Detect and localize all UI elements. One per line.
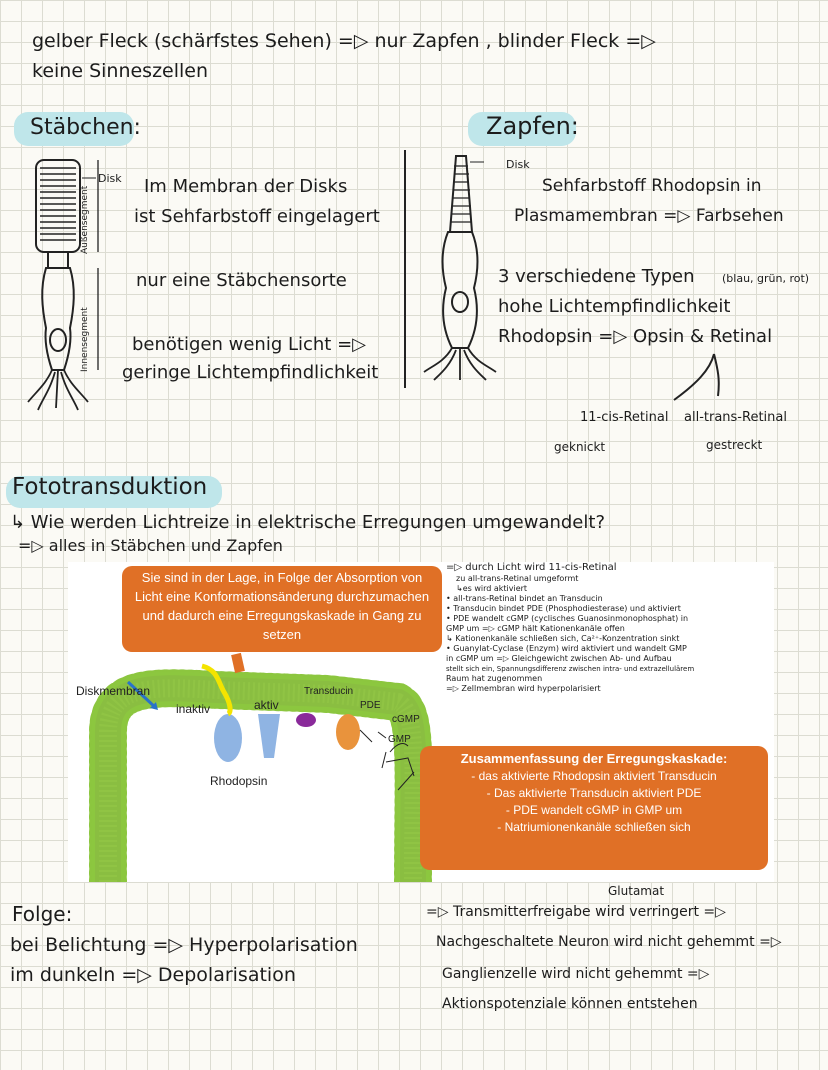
note-line: • all-trans-Retinal bindet an Transducin [446, 594, 603, 603]
cone-disk-label: Disk [506, 158, 530, 171]
rods-text-1b: ist Sehfarbstoff eingelagert [134, 206, 380, 227]
summary-item: - PDE wandelt cGMP in GMP um [505, 803, 683, 817]
rod-inner-segment-label: Innensegment [80, 307, 90, 372]
summary-item: - Natriumionenkanäle schließen sich [497, 820, 691, 834]
inaktiv-label: inaktiv [176, 702, 211, 716]
note-line: ↳es wird aktiviert [456, 584, 528, 593]
retinal-branch-lines [660, 350, 720, 410]
cones-text-1a: Sehfarbstoff Rhodopsin in [542, 176, 762, 196]
rod-disk-label: Disk [98, 172, 122, 185]
rod-outer-segment-label: Außensegment [80, 185, 90, 254]
retinal-all-trans-note: gestreckt [706, 438, 763, 452]
result-line-2: im dunkeln =▷ Depolarisation [10, 964, 296, 986]
summary-item-text: das aktivierte Rhodopsin aktiviert Transducin [478, 769, 717, 783]
result-r1: =▷ Transmitterfreigabe wird verringert =▷ [426, 904, 726, 920]
retinal-all-trans: all-trans-Retinal [684, 410, 787, 425]
rods-heading: Stäbchen: [30, 115, 141, 140]
note-line: in cGMP um =▷ Gleichgewicht zwischen Ab- und Aufbau [446, 654, 672, 663]
summary-item-text: Das aktivierte Transducin aktiviert PDE [493, 786, 702, 800]
cones-text-2a: 3 verschiedene Typen [498, 266, 695, 287]
photo-answer: =▷ alles in Stäbchen und Zapfen [18, 536, 283, 555]
note-line: • PDE wandelt cGMP (cyclisches Guanosinmonophosphat) in [446, 614, 689, 623]
cones-text-4: Rhodopsin =▷ Opsin & Retinal [498, 326, 773, 347]
cones-text-1b: Plasmamembran =▷ Farbsehen [514, 206, 784, 226]
cone-cell-drawing [420, 152, 500, 384]
summary-item-text: Natriumionenkanäle schließen sich [504, 820, 691, 834]
rods-text-2: nur eine Stäbchensorte [136, 270, 347, 291]
absorption-info-text: Sie sind in der Lage, in Folge der Absorption von Licht eine Konformationsänderung durchzumachen und dadurch eine Erregungskaskade in Gang zu setzen [134, 570, 430, 642]
note-line: Raum hat zugenommen [446, 674, 543, 683]
retinal-11-cis-note: geknickt [554, 440, 606, 454]
transduction-figure [68, 562, 774, 882]
diskmembran-label: Diskmembran [76, 684, 151, 698]
glutamat-note: Glutamat [608, 884, 665, 898]
result-heading: Folge: [12, 902, 73, 926]
summary-title: Zusammenfassung der Erregungskaskade: [460, 751, 728, 766]
transducin-label: Transducin [304, 686, 354, 697]
note-line: stellt sich ein, Spannungsdifferenz zwischen intra- und extrazellulärem [446, 665, 695, 673]
rods-text-1a: Im Membran der Disks [144, 176, 348, 197]
note-line: • Guanylat-Cyclase (Enzym) wird aktiviert und wandelt GMP [446, 644, 687, 653]
cones-text-2b: (blau, grün, rot) [722, 272, 810, 285]
cones-text-3: hohe Lichtempfindlichkeit [498, 296, 731, 317]
result-r2: Nachgeschaltete Neuron wird nicht gehemmt =▷ [436, 934, 782, 950]
retinal-11-cis: 11-cis-Retinal [580, 410, 669, 425]
column-divider [404, 150, 406, 388]
note-line: zu all-trans-Retinal umgeformt [456, 574, 579, 583]
result-r4: Aktionspotenziale können entstehen [442, 996, 698, 1012]
rods-text-3a: benötigen wenig Licht =▷ [132, 334, 366, 355]
cones-heading: Zapfen: [486, 112, 579, 140]
summary-item: - Das aktivierte Transducin aktiviert PDE [486, 786, 702, 800]
note-line: GMP um =▷ cGMP hält Kationenkanäle offen [446, 624, 625, 633]
rod-cell-drawing [22, 158, 132, 416]
rods-text-3b: geringe Lichtempfindlichkeit [122, 362, 379, 383]
note-line: ↳ Kationenkanäle schließen sich, Ca²⁺-Konzentration sinkt [446, 634, 680, 643]
note-line: =▷ Zellmembran wird hyperpolarisiert [446, 684, 601, 693]
summary-item: - das aktivierte Rhodopsin aktiviert Transducin [471, 769, 717, 783]
summary-box [420, 746, 768, 870]
gmp-label: GMP [388, 734, 411, 745]
photo-question: ↳ Wie werden Lichtreize in elektrische Erregungen umgewandelt? [10, 512, 605, 533]
transduction-notes [446, 562, 772, 694]
note-line: • Transducin bindet PDE (Phosphodiesterase) und aktiviert [446, 604, 681, 613]
absorption-info-bubble [122, 566, 442, 652]
note-line: =▷ durch Licht wird 11-cis-Retinal [446, 562, 617, 573]
cgmp-label: cGMP [392, 714, 420, 725]
summary-item-text: PDE wandelt cGMP in GMP um [513, 803, 683, 817]
result-r3: Ganglienzelle wird nicht gehemmt =▷ [442, 966, 710, 982]
result-line-1: bei Belichtung =▷ Hyperpolarisation [10, 934, 358, 956]
rhodopsin-label: Rhodopsin [210, 774, 268, 788]
pde-label: PDE [360, 700, 381, 711]
photo-heading: Fototransduktion [12, 474, 208, 500]
intro-line-2: keine Sinneszellen [32, 60, 209, 82]
aktiv-label: aktiv [254, 698, 279, 712]
intro-line-1: gelber Fleck (schärfstes Sehen) =▷ nur Zapfen , blinder Fleck =▷ [32, 30, 656, 52]
